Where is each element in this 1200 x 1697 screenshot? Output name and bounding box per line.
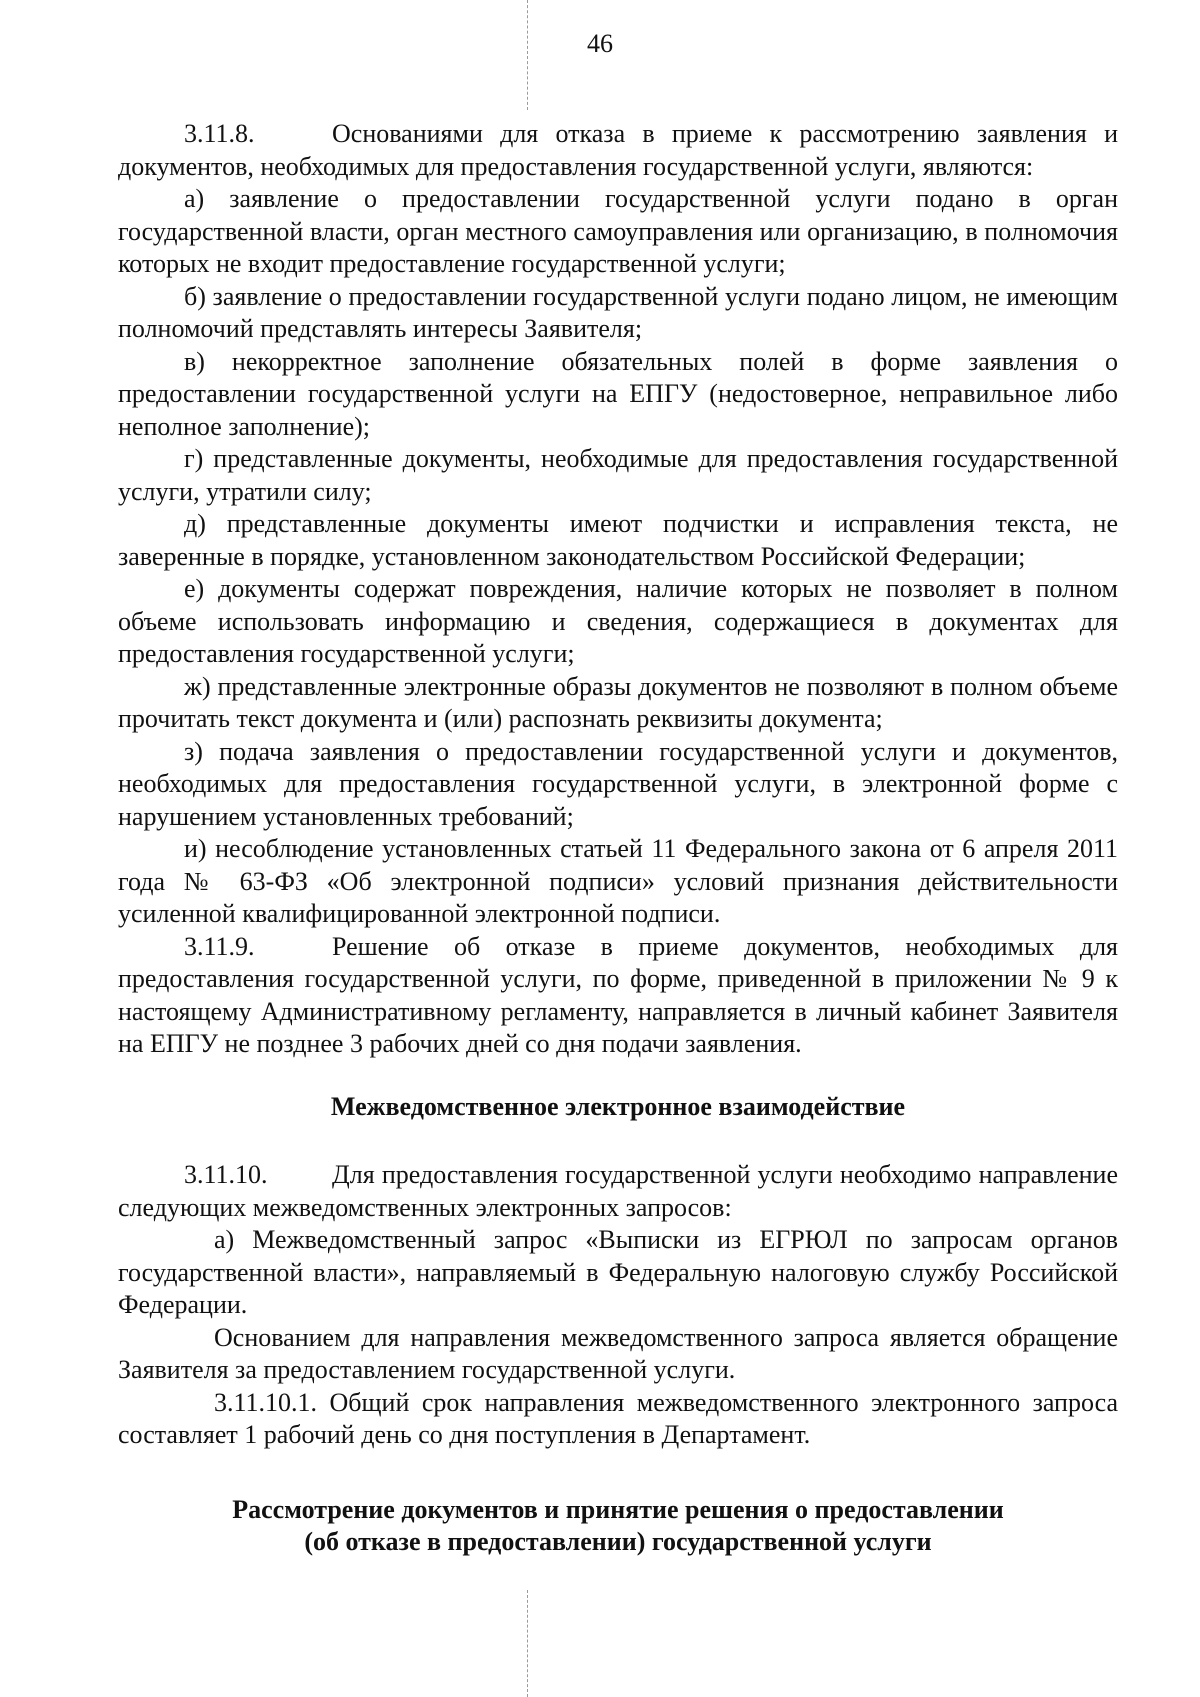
list-item-v: в) некорректное заполнение обязательных полей в форме заявления о предоставлении государственной услуги на ЕПГУ (недостоверное, неправильное либо неполное заполнение); bbox=[118, 346, 1118, 441]
page-crease-line-bottom bbox=[527, 1590, 528, 1697]
list-item-b: б) заявление о предоставлении государственной услуги подано лицом, не имеющим полномочий представлять интересы Заявителя; bbox=[118, 281, 1118, 343]
list-item-d: д) представленные документы имеют подчистки и исправления текста, не заверенные в порядке, установленном законодательством Российской Федерации; bbox=[118, 509, 1118, 571]
clause-number: 3.11.9. bbox=[184, 931, 255, 961]
list-item-a: а) заявление о предоставлении государственной услуги подано в орган государственной власти, орган местного самоуправления или организацию, в полномочия которых не входит предоставление государственной услуги; bbox=[118, 184, 1118, 278]
paragraph-3-11-10-item-a: а) Межведомственный запрос «Выписки из ЕГРЮЛ по запросам органов государственной власти», направляемый в Федеральную налоговую службу Российской Федерации. bbox=[118, 1225, 1118, 1319]
heading-line-1: Рассмотрение документов и принятие решения о предоставлении bbox=[232, 1494, 1004, 1524]
clause-text: Для предоставления государственной услуги необходимо направление следующих межведомственных электронных запросов: bbox=[118, 1160, 1118, 1222]
list-item-g: г) представленные документы, необходимые для предоставления государственной услуги, утратили силу; bbox=[118, 444, 1118, 506]
section-heading-review bbox=[118, 1494, 1118, 1559]
clause-number: 3.11.10. bbox=[184, 1160, 268, 1189]
paragraph-3-11-9 bbox=[118, 931, 1118, 1061]
clause-text: Основаниями для отказа в приеме к рассмотрению заявления и документов, необходимых для предоставления государственной услуги, являются: bbox=[118, 119, 1118, 181]
clause-text: Решение об отказе в приеме документов, необходимых для предоставления государственной услуги, по форме, приведенной в приложении № 9 к настоящему Административному регламенту, направляется в личный кабинет Заявителя на ЕПГУ не позднее 3 рабочих дней со дня подачи заявления. bbox=[118, 931, 1118, 1058]
paragraph-3-11-10-1: 3.11.10.1. Общий срок направления межведомственного электронного запроса составляет 1 рабочий день со дня поступления в Департамент. bbox=[118, 1387, 1118, 1449]
section-heading-interagency: Межведомственное электронное взаимодействие bbox=[330, 1091, 906, 1121]
paragraph-3-11-10-lead bbox=[118, 1159, 1118, 1224]
paragraph-3-11-10-basis: Основанием для направления межведомственного запроса является обращение Заявителя за предоставлением государственной услуги. bbox=[118, 1322, 1118, 1384]
list-item-i: и) несоблюдение установленных статьей 11 Федерального закона от 6 апреля 2011 года № 63-ФЗ «Об электронной подписи» условий признания действительности усиленной квалифицированной электронной подписи. bbox=[118, 834, 1118, 928]
list-item-z: з) подача заявления о предоставлении государственной услуги и документов, необходимых для предоставления государственной услуги, в электронной форме с нарушением установленных требований; bbox=[118, 736, 1118, 831]
document-body bbox=[118, 118, 1118, 1559]
list-item-e: е) документы содержат повреждения, наличие которых не позволяет в полном объеме использовать информацию и сведения, содержащиеся в документах для предоставления государственной услуги; bbox=[118, 574, 1118, 668]
page-number: 46 bbox=[587, 29, 613, 58]
paragraph-3-11-8-lead bbox=[118, 118, 1118, 183]
heading-line-2: (об отказе в предоставлении) государственной услуги bbox=[304, 1527, 932, 1556]
clause-number: 3.11.8. bbox=[184, 119, 255, 148]
list-item-zh: ж) представленные электронные образы документов не позволяют в полном объеме прочитать текст документа и (или) распознать реквизиты документа; bbox=[118, 671, 1118, 733]
